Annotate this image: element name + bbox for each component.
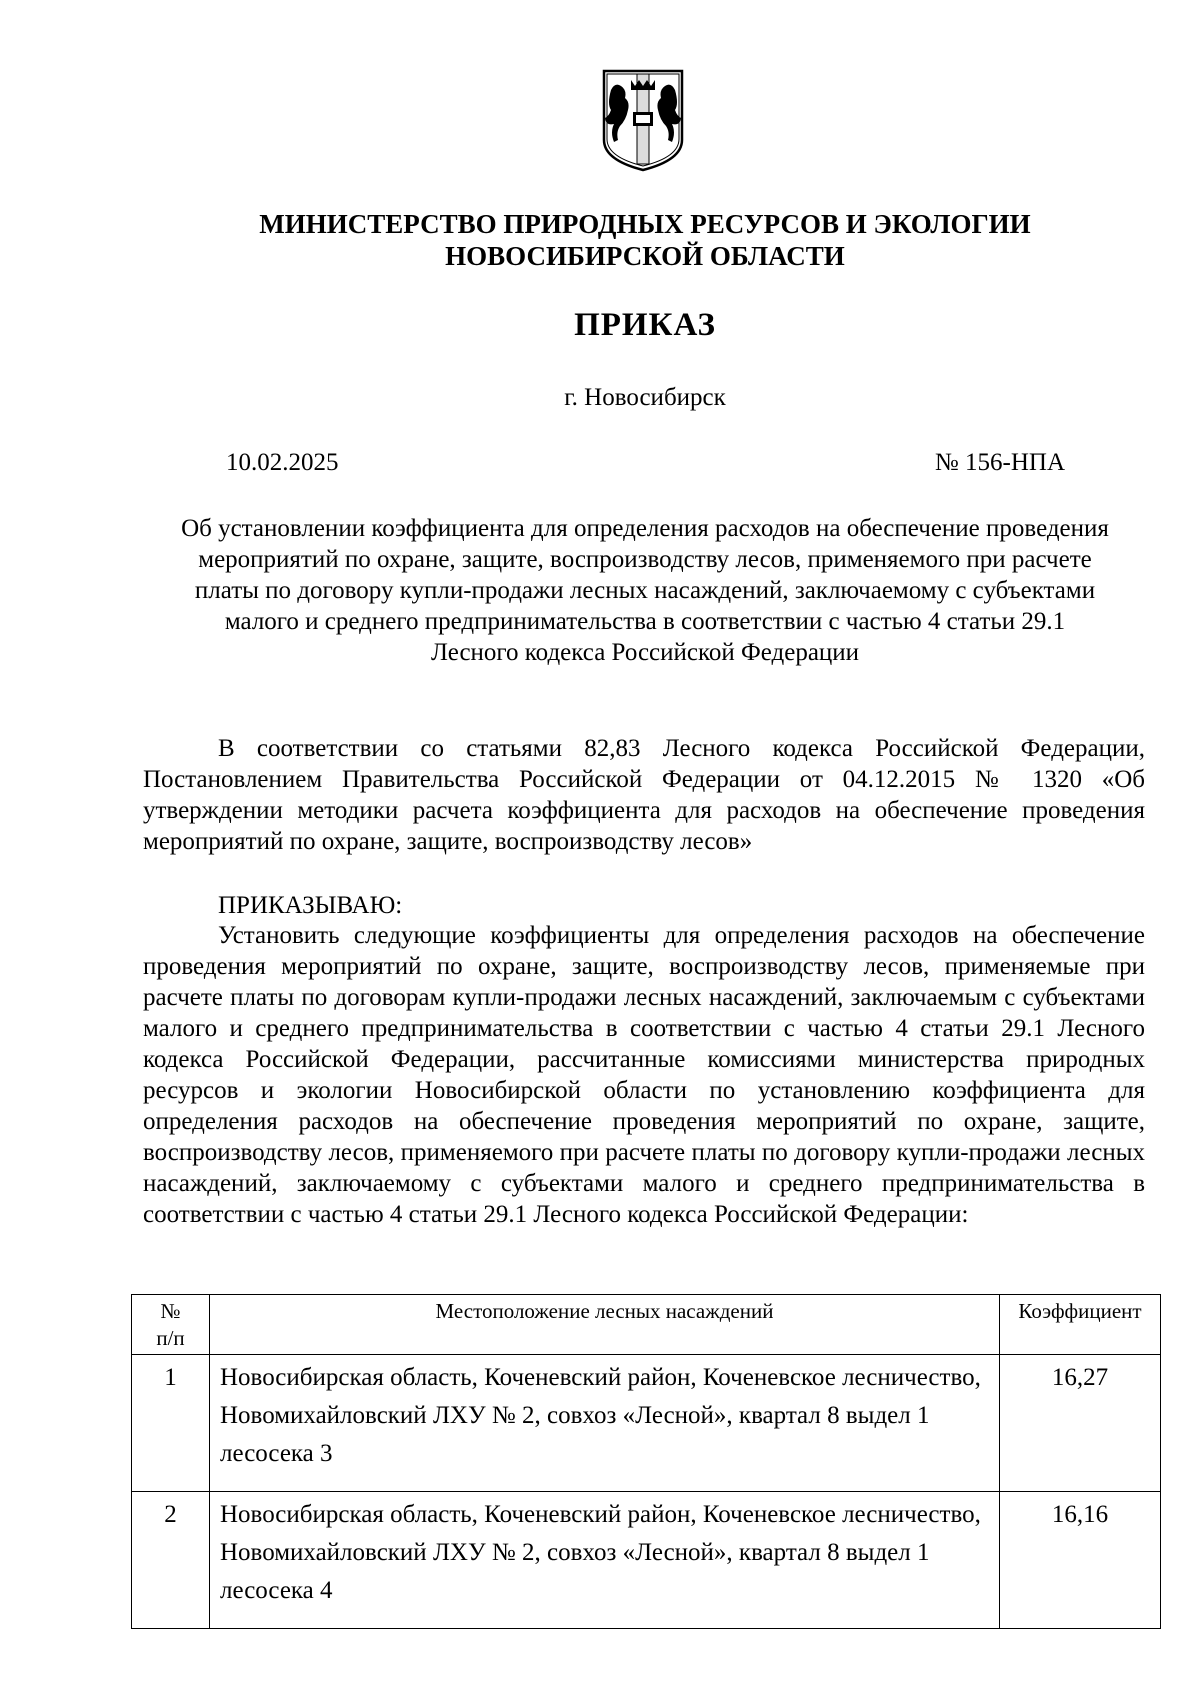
table-header-row xyxy=(132,1295,1161,1355)
document-title: ПРИКАЗ xyxy=(574,307,716,343)
header-location: Местоположение лесных насаждений xyxy=(210,1295,1000,1355)
ministry-name-line1: МИНИСТЕРСТВО ПРИРОДНЫХ РЕСУРСОВ И ЭКОЛОГИИ xyxy=(259,209,1031,239)
row-location: Новосибирская область, Коченевский район, Коченевское лесничество, Новомихайловский ЛХУ № 2, совхоз «Лесной», квартал 8 выдел 1 лесосека 4 xyxy=(210,1492,1000,1629)
header-num-line1: № xyxy=(160,1299,181,1323)
header-num-line2: п/п xyxy=(156,1326,185,1350)
ministry-name xyxy=(130,208,1160,272)
document-number: № 156-НПА xyxy=(934,449,1065,476)
row-coefficient: 16,27 xyxy=(1000,1355,1161,1492)
header-coefficient: Коэффициент xyxy=(1000,1295,1161,1355)
document-subject: Об установлении коэффициента для определения расходов на обеспечение проведения мероприятий по охране, защите, воспроизводству лесов, применяемого при расчете платы по договору купли-продажи лесных насаждений, заключаемому с субъектами малого и среднего предпринимательства в соответствии с частью 4 статьи 29.1 Лесного кодекса Российской Федерации xyxy=(181,515,1109,666)
coefficient-table xyxy=(131,1294,1161,1629)
row-location: Новосибирская область, Коченевский район, Коченевское лесничество, Новомихайловский ЛХУ № 2, совхоз «Лесной», квартал 8 выдел 1 лесосека 3 xyxy=(210,1355,1000,1492)
order-paragraph: Установить следующие коэффициенты для определения расходов на обеспечение проведения мероприятий по охране, защите, воспроизводству лесов, применяемые при расчете платы по договорам купли-продажи лесных насаждений, заключаемым с субъектами малого и среднего предпринимательства в соответствии с частью 4 статьи 29.1 Лесного кодекса Российской Федерации, рассчитанные комиссиями министерства природных ресурсов и экологии Новосибирской области по установлению коэффициента для определения расходов на обеспечение проведения мероприятий по охране, защите, воспроизводству лесов, применяемого при расчете платы по договору купли-продажи лесных насаждений, заключаемому с субъектами малого и среднего предпринимательства в соответствии с частью 4 статьи 29.1 Лесного кодекса Российской Федерации: xyxy=(143,922,1145,1228)
header-num xyxy=(132,1295,210,1355)
row-num: 2 xyxy=(132,1492,210,1629)
preamble-paragraph: В соответствии со статьями 82,83 Лесного кодекса Российской Федерации, Постановлением Правительства Российской Федерации от 04.12.2015 № 1320 «Об утверждении методики расчета коэффициента для расходов на обеспечение проведения мероприятий по охране, защите, воспроизводству лесов» xyxy=(143,735,1145,855)
novosibirsk-coat-of-arms-icon xyxy=(601,68,685,173)
table-row xyxy=(132,1492,1161,1629)
orders-word: ПРИКАЗЫВАЮ: xyxy=(218,892,403,919)
row-num: 1 xyxy=(132,1355,210,1492)
row-coefficient: 16,16 xyxy=(1000,1492,1161,1629)
table-row xyxy=(132,1355,1161,1492)
ministry-name-line2: НОВОСИБИРСКОЙ ОБЛАСТИ xyxy=(445,241,845,271)
document-city: г. Новосибирск xyxy=(564,384,726,411)
document-date: 10.02.2025 xyxy=(226,449,339,476)
